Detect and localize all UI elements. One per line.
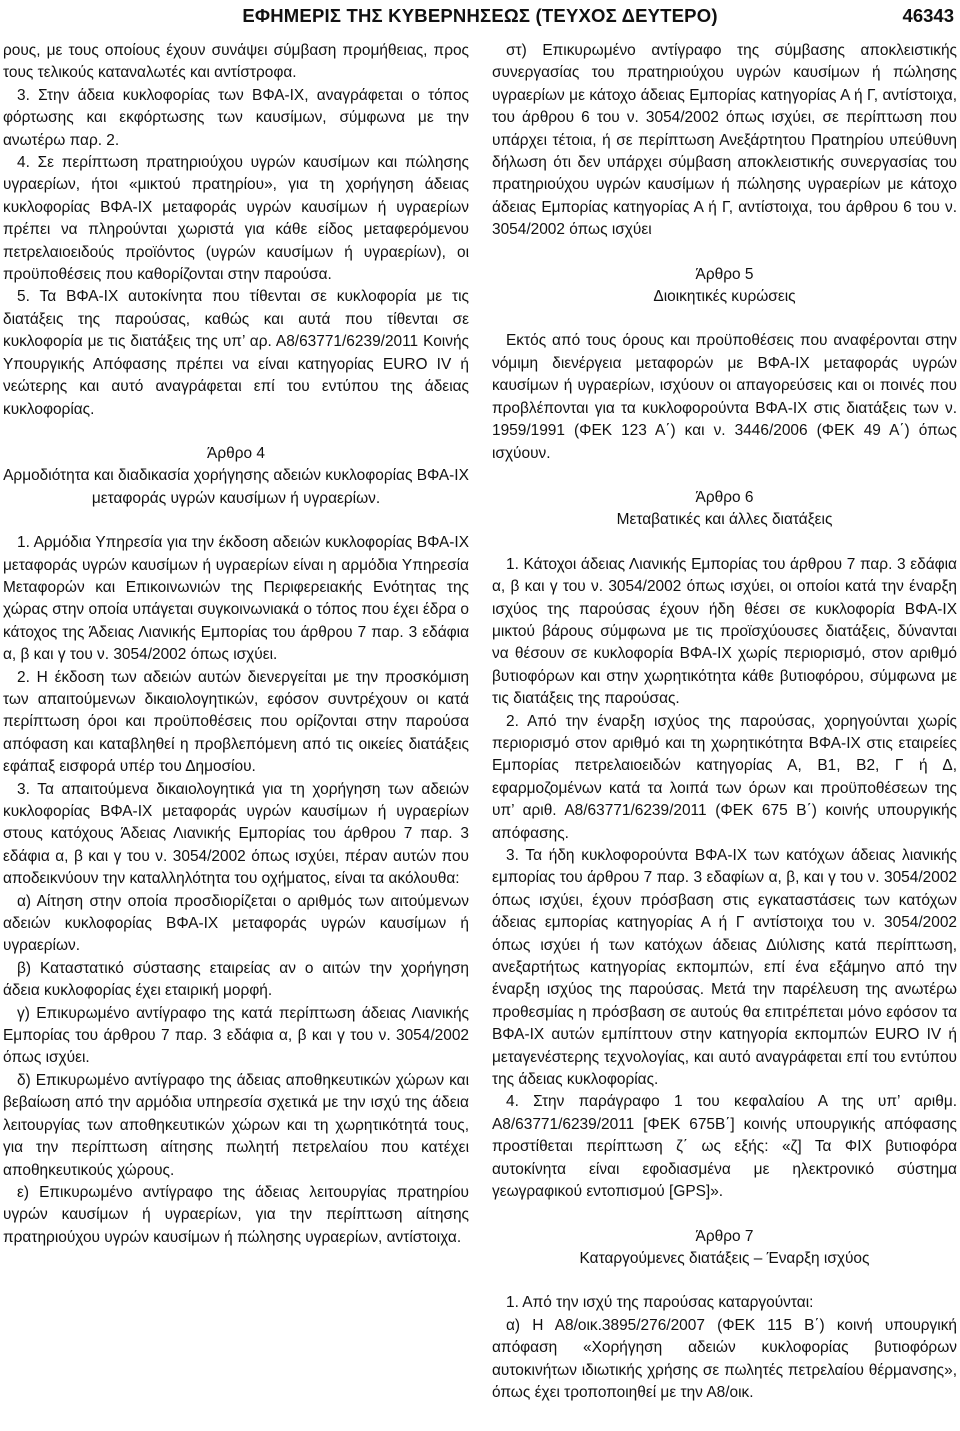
article-6-subtitle: Μεταβατικές και άλλες διατάξεις [616, 511, 833, 529]
paragraph: β) Καταστατικό σύστασης εταιρείας αν ο αιτών την χορήγηση άδεια κυκλοφορίας έχει εταιρική μορφή. [3, 959, 469, 1000]
paragraph: γ) Επικυρωμένο αντίγραφο της κατά περίπτωση άδειας Λιανικής Εμπορίας του άρθρου 7 παρ. 3 εδάφια α, β και γ του ν. 3054/2002 όπως ισχύει. [3, 1004, 469, 1067]
paragraph: 1. Αρμόδια Υπηρεσία για την έκδοση αδειών κυκλοφορίας ΒΦΑ-ΙΧ μεταφοράς υγρών καυσίμων ή υγραερίων είναι η αρμόδια Υπηρεσία Μεταφορών και Επικοινωνιών της Περιφερειακής Ενότητας της χώρας στην οποία υπάγεται συγκοινωνιακά ο τόπος που έχει έδρα ο κάτοχος της Άδειας Λιανικής Εμπορίας του άρθρου 7 παρ. 3 εδάφια α, β και γ του ν. 3054/2002 όπως ισχύει. [3, 534, 469, 664]
paragraph: 3. Στην άδεια κυκλοφορίας των ΒΦΑ-ΙΧ, αναγράφεται ο τόπος φόρτωσης και εκφόρτωσης των καυσίμων, σύμφωνα με την ανωτέρω παρ. 2. [3, 86, 469, 149]
paragraph: α) Αίτηση στην οποία προσδιορίζεται ο αριθμός των αιτούμενων αδειών κυκλοφορίας ΒΦΑ-ΙΧ μεταφοράς υγρών καυσίμων ή υγραερίων. [3, 892, 469, 955]
paragraph: δ) Επικυρωμένο αντίγραφο της άδειας αποθηκευτικών χώρων και βεβαίωση από την αρμόδια υπηρεσία σχετικά με την ισχύ της άδεια λειτουργίας των αποθηκευτικών χώρων και τη χωρητικότητά τους, για την περίπτωση αίτησης πωλητή πετρελαίου που κατέχει αποθηκευτικούς χώρους. [3, 1071, 469, 1179]
paragraph: Εκτός από τους όρους και προϋποθέσεις που αναφέρονται στην νόμιμη διενέργεια μεταφορών με ΒΦΑ-ΙΧ μεταφοράς υγρών καυσίμων ή υγραερίων, ισχύουν οι απαγορεύσεις και οι ποινές που προβλέπονται για τα κυκλοφορούντα ΒΦΑ-ΙΧ στις διατάξεις των ν. 1959/1991 (ΦΕΚ 123 Α΄) και ν. 3446/2006 (ΦΕΚ 49 Α΄) όπως ισχύουν. [492, 332, 957, 462]
paragraph: α) Η Α8/οικ.3895/276/2007 (ΦΕΚ 115 Β΄) κοινή υπουργική απόφαση «Χορήγηση αδειών κυκλοφορίας βυτιοφόρων αυτοκινήτων ιδιωτικής χρήσης σε πωλητές πετρελαίου θέρμανσης», όπως έχει τροποποιηθεί με την Α8/οικ. [492, 1316, 957, 1401]
paragraph: 5. Τα ΒΦΑ-ΙΧ αυτοκίνητα που τίθενται σε κυκλοφορία με τις διατάξεις της παρούσας, καθώς και αυτά που τίθενται σε κυκλοφορία με τις διατάξεις της υπ’ αρ. Α8/63771/6239/2011 Κοινής Υπουργικής Απόφασης πρέπει να είναι κατηγορίας EURO IV ή νεώτερης και αυτό αναγράφεται επί του εντύπου της άδειας κυκλοφορίας. [3, 288, 469, 418]
paragraph: ε) Επικυρωμένο αντίγραφο της άδειας λειτουργίας πρατηρίου υγρών καυσίμων ή υγραερίων, για την περίπτωση αίτησης πρατηριούχου υγρών καυσίμων ή πώλησης υγραερίων, αντίστοιχα. [3, 1183, 469, 1246]
article-5-subtitle: Διοικητικές κυρώσεις [653, 288, 796, 306]
paragraph: 2. Από την έναρξη ισχύος της παρούσας, χορηγούνται χωρίς περιορισμό στον αριθμό και τη χωρητικότητα ΒΦΑ-ΙΧ στις εταιρείες Εμπορίας πετρελαιοειδών κατηγορίας Α, Β1, Β2, Γ ή Δ, εφαρμοζομένων κατά τα λοιπά των όρων και προϋποθέσεων της υπ’ αριθ. Α8/63771/6239/2011 (ΦΕΚ 675 Β΄) κοινής υπουργικής απόφασης. [492, 712, 957, 842]
right-column [492, 40, 957, 1404]
gazette-title: ΕΦΗΜΕΡΙΣ ΤΗΣ ΚΥΒΕΡΝΗΣΕΩΣ (ΤΕΥΧΟΣ ΔΕΥΤΕΡΟ) [242, 5, 718, 26]
article-4-subtitle: Αρμοδιότητα και διαδικασία χορήγησης αδειών κυκλοφορίας ΒΦΑ-ΙΧ μεταφοράς υγρών καυσίμων ή υγραερίων. [3, 467, 469, 507]
paragraph: 1. Από την ισχύ της παρούσας καταργούνται: [506, 1294, 814, 1312]
paragraph: στ) Επικυρωμένο αντίγραφο της σύμβασης αποκλειστικής συνεργασίας του πρατηριούχου υγρών καυσίμων ή πώλησης υγραερίων με κάτοχο άδειας Εμπορίας κατηγορίας Α ή Γ, αντίστοιχα, του άρθρου 6 του ν. 3054/2002 όπως ισχύει, σε περίπτωση που υπάρχει τέτοια, ή σε περίπτωση Ανεξάρτητου Πρατηρίου υπεύθυνη δήλωση ότι δεν υπάρχει σύμβαση αποκλειστικής συνεργασίας του πρατηριούχου υγρών καυσίμων ή πώλησης υγραερίων με κάτοχο άδειας Εμπορίας κατηγορίας Α ή Γ, αντίστοιχα, του άρθρου 6 του ν. 3054/2002 όπως ισχύει [492, 42, 957, 239]
paragraph: 4. Στην παράγραφο 1 του κεφαλαίου Α της υπ’ αριθμ. Α8/63771/6239/2011 [ΦΕΚ 675Β΄] κοινής υπουργικής απόφασης προστίθεται περίπτωση ζ΄ ως εξής: «ζ] Τα ΦΙΧ βυτιοφόρα αυτοκίνητα είναι εφοδιασμένα με ηλεκτρονικό σύστημα γεωγραφικού εντοπισμού [GPS]». [492, 1093, 957, 1201]
page-number: 46343 [902, 5, 954, 26]
left-column [3, 40, 469, 1249]
article-6-title: Άρθρο 6 [695, 488, 754, 506]
paragraph: 4. Σε περίπτωση πρατηριούχου υγρών καυσίμων και πώλησης υγραερίων, ήτοι «μικτού πρατηρίου», για τη χορήγηση άδειας κυκλοφορίας ΒΦΑ-ΙΧ μεταφοράς υγρών καυσίμων ή υγραερίων πρέπει να πληρούνται χωριστά για κάθε είδος μεταφερόμενου πετρελαιοειδούς προϊόντος (υγρών καυσίμων ή υγραερίων), οι προϋποθέσεις που καθορίζονται στην παρούσα. [3, 154, 469, 284]
paragraph: 1. Κάτοχοι άδειας Λιανικής Εμπορίας του άρθρου 7 παρ. 3 εδάφια α, β και γ του ν. 3054/2002 όπως ισχύει, οι οποίοι κατά την έναρξη ισχύος της παρούσας έχουν ήδη θέσει σε κυκλοφορία ΒΦΑ-ΙΧ μικτού βάρους σύμφωνα με τις προϊσχύουσες διατάξεις, δύνανται να θέσουν σε κυκλοφορία ΒΦΑ-ΙΧ χωρίς περιορισμό, στον αριθμό βυτιοφόρων και στην χωρητικότητα κάθε βυτιοφόρου, σύμφωνα με τις διατάξεις της παρούσας. [492, 555, 957, 708]
article-7-subtitle: Καταργούμενες διατάξεις – Έναρξη ισχύος [579, 1249, 870, 1267]
paragraph: 3. Τα ήδη κυκλοφορούντα ΒΦΑ-ΙΧ των κατόχων άδειας λιανικής εμπορίας του άρθρου 7 παρ. 3 εδαφίων α, β, και γ του ν. 3054/2002 όπως ισχύει, έχουν πρόσβαση στις εγκαταστάσεις των κατόχων άδειας εμπορίας κατηγορίας Α ή Γ αντίστοιχα του ν. 3054/2002 όπως ισχύει ή των κατόχων άδειας Διύλισης κατά περίπτωση, ανεξαρτήτως κατηγορίας εκπομπών, επί ένα εξάμηνο από την έναρξη ισχύος της παρούσας. Μετά την παρέλευση της ανωτέρω προθεσμίας η πρόσβαση σε αυτούς θα επιτρέπεται μόνο εφόσον τα ΒΦΑ-ΙΧ αυτών εμπίπτουν στην κατηγορία εκπομπών EURO IV ή μεταγενέστερης τεχνολογίας, και αυτό αναγράφεται επί του εντύπου της άδειας κυκλοφορίας. [492, 847, 957, 1089]
page-header [0, 0, 960, 38]
article-4-title: Άρθρο 4 [207, 444, 265, 462]
paragraph: 2. Η έκδοση των αδειών αυτών διενεργείται με την προσκόμιση των απαιτούμενων δικαιολογητικών, εφόσον συντρέχουν οι κατά περίπτωση όροι και προϋποθέσεις που ορίζονται στην παρούσα απόφαση και καταβληθεί η προβλεπόμενη από τις οικείες διατάξεις εφάπαξ εισφορά υπέρ του Δημοσίου. [3, 668, 469, 776]
paragraph: ρους, με τους οποίους έχουν συνάψει σύμβαση προμήθειας, προς τους τελικούς καταναλωτές και αντίστροφα. [3, 42, 469, 82]
article-5-title: Άρθρο 5 [695, 265, 754, 283]
paragraph: 3. Τα απαιτούμενα δικαιολογητικά για τη χορήγηση των αδειών κυκλοφορίας ΒΦΑ-ΙΧ μεταφοράς υγρών καυσίμων ή υγραερίων στους κατόχους Άδειας Λιανικής Εμπορίας του άρθρου 7 παρ. 3 εδάφια α, β και γ του ν. 3054/2002 όπως ισχύει, πέραν αυτών που αποδεικνύουν την καταλληλότητα του οχήματος, είναι τα ακόλουθα: [3, 780, 469, 888]
article-7-title: Άρθρο 7 [695, 1227, 754, 1245]
